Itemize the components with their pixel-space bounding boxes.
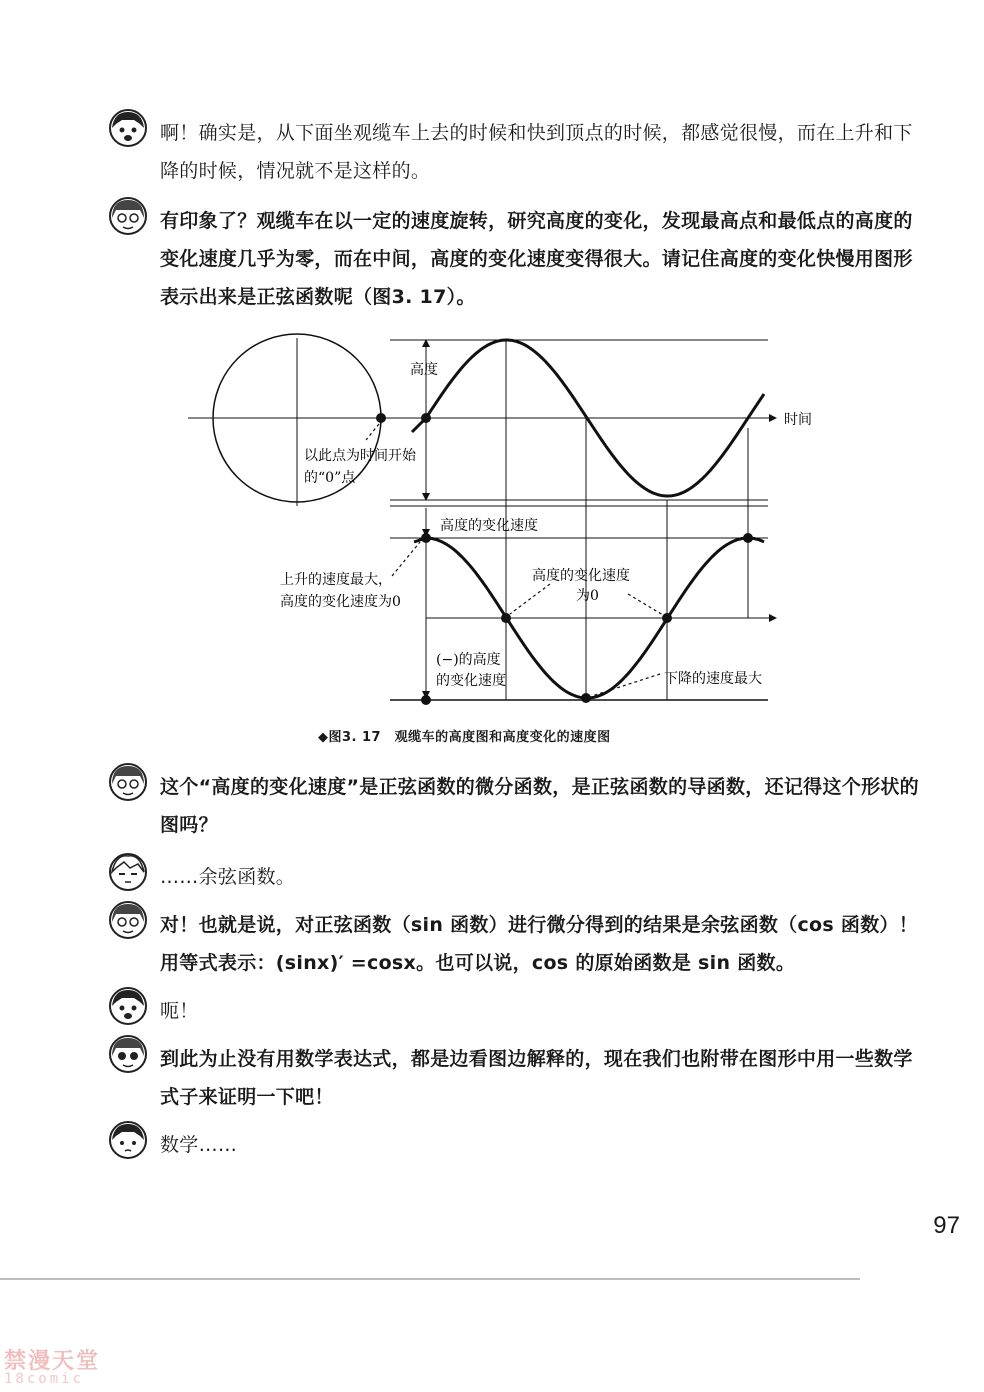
label-neg-1: (−)的高度 [436,652,501,668]
teacher-avatar-icon [108,762,148,802]
label-time: 时间 [784,412,812,428]
watermark-logo [4,1344,144,1392]
speed-max-point [421,533,431,543]
label-start-2: 的“0”点 [304,470,356,486]
teacher-avatar-icon [108,1034,148,1074]
dialog-text: 有印象了？观缆车在以一定的速度旋转，研究高度的变化，发现最高点和最低点的高度的变化速度几乎为零，而在中间，高度的变化速度变得很大。请记住高度的变化快慢用图形表示出来是正弦函数呢（图3. 17）。 [160,210,913,308]
teacher-avatar-icon [108,900,148,940]
dialog-text: 到此为止没有用数学表达式，都是边看图边解释的，现在我们也附带在图形中用一些数学式子来证明一下吧！ [160,1048,913,1108]
girl-avatar-icon [108,108,148,148]
dialog-text: 对！也就是说，对正弦函数（sin 函数）进行微分得到的结果是余弦函数（cos 函数）！用等式表示：(sinx)′ =cosx。也可以说，cos 的原始函数是 sin 函数。 [160,914,919,974]
label-start-1: 以此点为时间开始 [304,448,416,464]
label-height: 高度 [410,362,438,378]
label-rise-2: 高度的变化速度为0 [280,594,401,610]
dialog-text: 这个“高度的变化速度”是正弦函数的微分函数，是正弦函数的导函数，还记得这个形状的图吗？ [160,776,919,836]
label-zero-1: 高度的变化速度 [532,568,630,584]
height-and-speed-figure [180,328,812,718]
dialog-text: 啊！确实是，从下面坐观缆车上去的时候和快到顶点的时候，都感觉很慢，而在上升和下降的时候，情况就不是这样的。 [160,122,913,182]
label-neg-2: 的变化速度 [436,673,506,689]
dialog-text: 数学…… [160,1134,238,1156]
start-point [376,413,386,423]
label-rise-1: 上升的速度最大， [280,572,392,588]
start-pointer [366,424,379,440]
girl-avatar-icon [108,986,148,1026]
watermark-line-2: 18comic [4,1371,85,1387]
girl-avatar-icon [108,1120,148,1160]
girl-avatar-icon [108,852,148,892]
figure-caption: ◆图3. 17 观缆车的高度图和高度变化的速度图 [318,730,611,745]
label-fall: 下降的速度最大 [664,671,762,687]
page-number: 97 [933,1212,960,1239]
dialog-text: ……余弦函数。 [160,866,296,888]
watermark-line-1: 禁漫天堂 [4,1349,101,1374]
label-speed: 高度的变化速度 [440,518,538,534]
dialog-text: 呃！ [160,1000,199,1022]
label-zero-2: 为0 [576,588,599,604]
teacher-avatar-icon [108,196,148,236]
footer-divider [0,1278,860,1280]
